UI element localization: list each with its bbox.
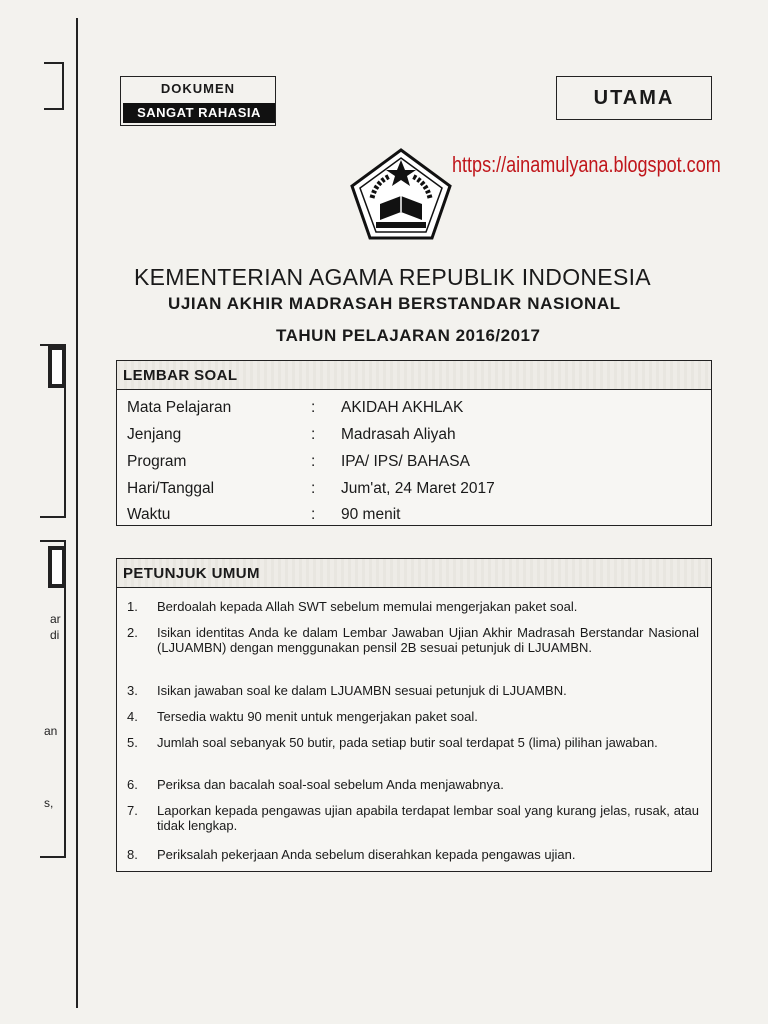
- info-colon: :: [311, 453, 316, 470]
- ministry-emblem-icon: [346, 146, 456, 242]
- margin-mark-2: [48, 546, 66, 588]
- instructions-header: [117, 559, 711, 588]
- document-label-top: DOKUMEN: [160, 81, 236, 96]
- list-item-number: 4.: [127, 709, 138, 724]
- info-label: Jenjang: [127, 426, 182, 443]
- info-label: Program: [127, 453, 187, 470]
- academic-year: TAHUN PELAJARAN 2016/2017: [276, 326, 541, 345]
- info-colon: :: [311, 399, 316, 416]
- version-label: UTAMA: [556, 76, 712, 120]
- info-value: Jum'at, 24 Maret 2017: [341, 480, 495, 497]
- exam-info-title: LEMBAR SOAL: [123, 367, 238, 384]
- info-colon: :: [311, 480, 316, 497]
- document-classification-label: [120, 76, 276, 126]
- list-item-number: 5.: [127, 735, 138, 750]
- margin-bracket-top: [44, 62, 64, 110]
- instructions-title: PETUNJUK UMUM: [123, 565, 260, 582]
- info-value: AKIDAH AKHLAK: [341, 399, 464, 416]
- exam-info-header: [117, 361, 711, 390]
- list-item-number: 2.: [127, 625, 138, 640]
- list-item-number: 7.: [127, 803, 138, 818]
- list-item-text: Isikan identitas Anda ke dalam Lembar Jawaban Ujian Akhir Madrasah Berstandar Nasional (LJUAMBN) dengan menggunakan pensil 2B sesuai petunjuk di LJUAMBN.: [157, 625, 699, 655]
- page-left-edge: [76, 18, 78, 1008]
- watermark-url: https://ainamulyana.blogspot.com: [452, 152, 721, 177]
- list-item-text: Periksa dan bacalah soal-soal sebelum Anda menjawabnya.: [157, 777, 504, 792]
- list-item-text: Periksalah pekerjaan Anda sebelum diserahkan kepada pengawas ujian.: [157, 847, 576, 862]
- list-item-number: 6.: [127, 777, 138, 792]
- margin-fragment: ar: [50, 612, 61, 626]
- list-item-text: Berdoalah kepada Allah SWT sebelum memulai mengerjakan paket soal.: [157, 599, 578, 614]
- list-item-text: Isikan jawaban soal ke dalam LJUAMBN sesuai petunjuk di LJUAMBN.: [157, 683, 567, 698]
- list-item-number: 8.: [127, 847, 138, 862]
- margin-fragment: an: [44, 724, 58, 738]
- info-label: Waktu: [127, 506, 171, 523]
- info-label: Hari/Tanggal: [127, 480, 215, 497]
- info-value: Madrasah Aliyah: [341, 426, 456, 443]
- info-value: IPA/ IPS/ BAHASA: [341, 453, 470, 470]
- margin-mark-1: [48, 346, 66, 388]
- list-item-text: Tersedia waktu 90 menit untuk mengerjakan paket soal.: [157, 709, 478, 724]
- ministry-title: KEMENTERIAN AGAMA REPUBLIK INDONESIA: [134, 264, 651, 290]
- margin-fragment: di: [50, 628, 60, 642]
- list-item-number: 3.: [127, 683, 138, 698]
- info-colon: :: [311, 426, 316, 443]
- info-colon: :: [311, 506, 316, 523]
- list-item-text: Jumlah soal sebanyak 50 butir, pada setiap butir soal terdapat 5 (lima) pilihan jawaban.: [157, 735, 658, 750]
- document-label-secret: SANGAT RAHASIA: [123, 103, 275, 123]
- list-item-number: 1.: [127, 599, 138, 614]
- exam-info-box: [116, 360, 712, 526]
- exam-title: UJIAN AKHIR MADRASAH BERSTANDAR NASIONAL: [168, 294, 621, 313]
- info-label: Mata Pelajaran: [127, 399, 232, 416]
- info-value: 90 menit: [341, 506, 401, 523]
- margin-fragment: s,: [44, 796, 54, 810]
- general-instructions-box: [116, 558, 712, 872]
- list-item-text: Laporkan kepada pengawas ujian apabila terdapat lembar soal yang kurang jelas, rusak, atau tidak lengkap.: [157, 803, 699, 833]
